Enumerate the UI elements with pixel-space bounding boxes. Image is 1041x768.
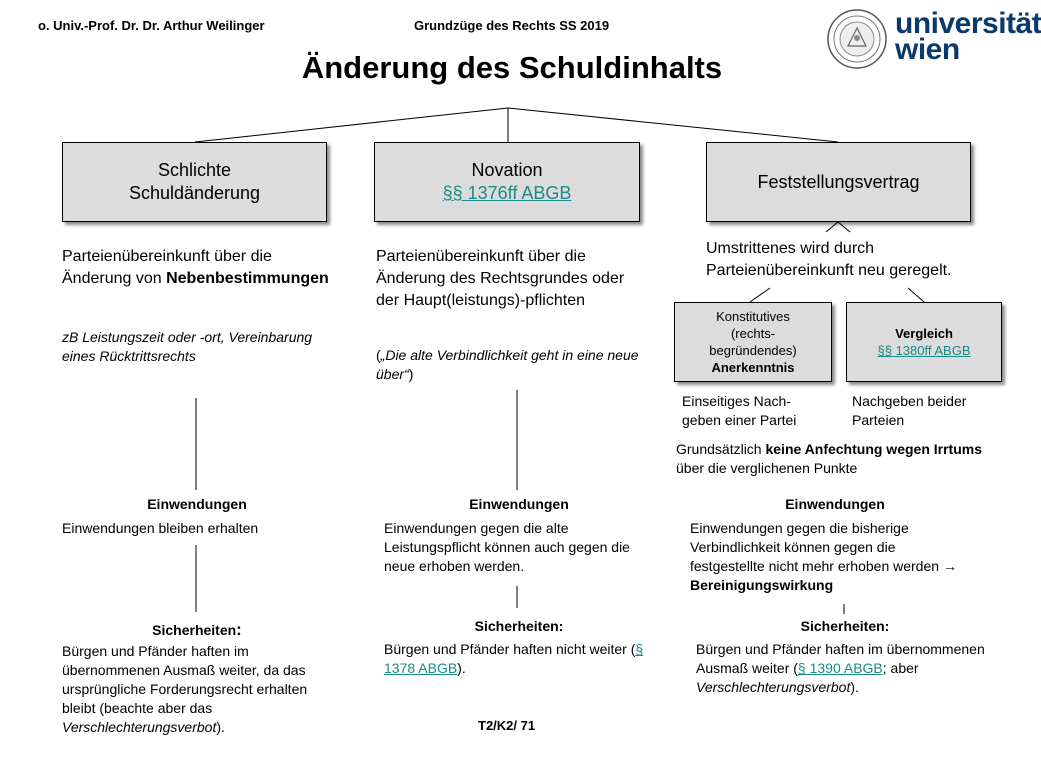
- col2-quote-close: ): [408, 366, 414, 382]
- col3-sich-end: ).: [850, 679, 859, 695]
- box1-line1: Schlichte: [157, 160, 232, 180]
- col2-einwendungen-title: Einwendungen: [469, 496, 569, 512]
- col3-sich-mid: ; aber: [882, 660, 919, 676]
- sub1-bold: Anerkenntnis: [711, 360, 795, 375]
- sub2-description: Nachgeben beider Parteien: [852, 393, 967, 428]
- box-novation: [374, 142, 640, 222]
- col1-sicherheiten-text: [62, 642, 337, 737]
- col2-sich-text: Bürgen und Pfänder haften nicht weiter (: [384, 641, 636, 657]
- col3-sicherheiten-title: Sicherheiten:: [800, 618, 890, 634]
- col3-einwendungen-title: Einwendungen: [785, 496, 885, 512]
- col2-einwendungen-text: Einwendungen gegen die alte Leistungspflicht können auch gegen die neue erhoben werden.: [384, 520, 630, 574]
- arrow-right-icon: →: [942, 558, 957, 574]
- col3-sich-text: Bürgen und Pfänder haften im übernommenen Ausmaß weiter (: [696, 641, 985, 676]
- col2-quote-text: „Die alte Verbindlichkeit geht in eine neue über“: [376, 347, 639, 382]
- col2-sicherheiten-title: Sicherheiten:: [474, 618, 564, 634]
- col3-note-bold: keine Anfechtung wegen Irrtums: [765, 441, 982, 457]
- branch-line-right: [508, 108, 838, 142]
- box-schlichte-schuldaenderung: [62, 142, 327, 222]
- col1-sich-italic: Verschlechterungsverbot: [62, 719, 217, 735]
- col1-einwendungen-title: Einwendungen: [147, 496, 247, 512]
- sub1-line3: begründendes): [709, 343, 797, 358]
- col2-description: Parteienübereinkunft über die Änderung des Rechtsgrundes oder der Haupt(leistungs)-pflichten: [376, 248, 625, 309]
- col3-sich-italic: Verschlechterungsverbot: [696, 679, 851, 695]
- branch-line-left: [195, 108, 508, 142]
- box-konstitutives-anerkenntnis: [674, 302, 832, 382]
- col3-note: [676, 440, 1006, 478]
- col1-desc-text: Parteienübereinkunft über die Änderung von: [62, 248, 272, 287]
- col1-description: [62, 246, 337, 290]
- col1-sich-colon: :: [236, 620, 242, 639]
- sub1-line2: (rechts-: [730, 326, 776, 341]
- author-header: o. Univ.-Prof. Dr. Dr. Arthur Weilinger: [38, 18, 265, 33]
- logo-text-wien: wien: [895, 33, 960, 66]
- slide-number: T2/K2/ 71: [478, 718, 536, 733]
- box-feststellungsvertrag: [706, 142, 971, 222]
- branch-line-sub1: [750, 288, 770, 302]
- col3-sicherheiten-text: [696, 640, 1004, 697]
- box-vergleich: [846, 302, 1002, 382]
- course-header: Grundzüge des Rechts SS 2019: [414, 18, 610, 33]
- col1-einwendungen-text: Einwendungen bleiben erhalten: [62, 520, 259, 536]
- box2-line1: Novation: [471, 160, 543, 180]
- col1-sich-end: ).: [216, 719, 225, 735]
- col3-einw-bold: Bereinigungswirkung: [690, 577, 834, 593]
- col1-example: zB Leistungszeit oder -ort, Vereinbarung eines Rücktrittsrechts: [62, 329, 313, 364]
- col3-description: Umstrittenes wird durch Parteienübereinkunft neu geregelt.: [706, 240, 952, 279]
- col2-sich-end: ).: [457, 660, 466, 676]
- col3-einwendungen-text: [690, 519, 970, 595]
- col1-sich-title-text: Sicherheiten: [152, 622, 237, 638]
- logo-text-universitaet: universität: [895, 7, 1041, 40]
- col2-quote: [376, 346, 658, 384]
- caret-right-box: [826, 222, 850, 232]
- col1-sicherheiten-title: [62, 620, 332, 640]
- page-title: Änderung des Schuldinhalts: [301, 50, 723, 85]
- sub1-line1: Konstitutives: [716, 309, 790, 324]
- col2-sicherheiten-text: [384, 640, 649, 678]
- col1-desc-bold: Nebenbestimmungen: [166, 270, 329, 287]
- link-1390-abgb[interactable]: § 1390 ABGB: [797, 660, 883, 676]
- col2-quote-open: (: [376, 347, 381, 363]
- box1-line2: Schuldänderung: [128, 183, 261, 203]
- col3-note-post: über die verglichenen Punkte: [676, 460, 858, 476]
- link-1378-abgb[interactable]: § 1378 ABGB: [384, 641, 644, 676]
- box3-label: Feststellungsvertrag: [757, 171, 920, 192]
- col1-sich-text: Bürgen und Pfänder haften im übernommenen Ausmaß weiter, da das ursprüngliche Forderungsrecht erhalten bleibt (beachte aber das: [62, 643, 308, 716]
- col3-note-pre: Grundsätzlich: [676, 441, 762, 457]
- link-1376ff-abgb[interactable]: §§ 1376ff ABGB: [442, 183, 572, 203]
- sub1-description: Einseitiges Nach-geben einer Partei: [682, 393, 797, 428]
- branch-line-sub2: [908, 288, 924, 302]
- col3-einw-text: Einwendungen gegen die bisherige Verbindlichkeit können gegen die festgestellte nicht mehr erhoben werden: [690, 520, 940, 574]
- link-1380ff-abgb[interactable]: §§ 1380ff ABGB: [877, 343, 971, 358]
- sub2-bold: Vergleich: [895, 326, 953, 341]
